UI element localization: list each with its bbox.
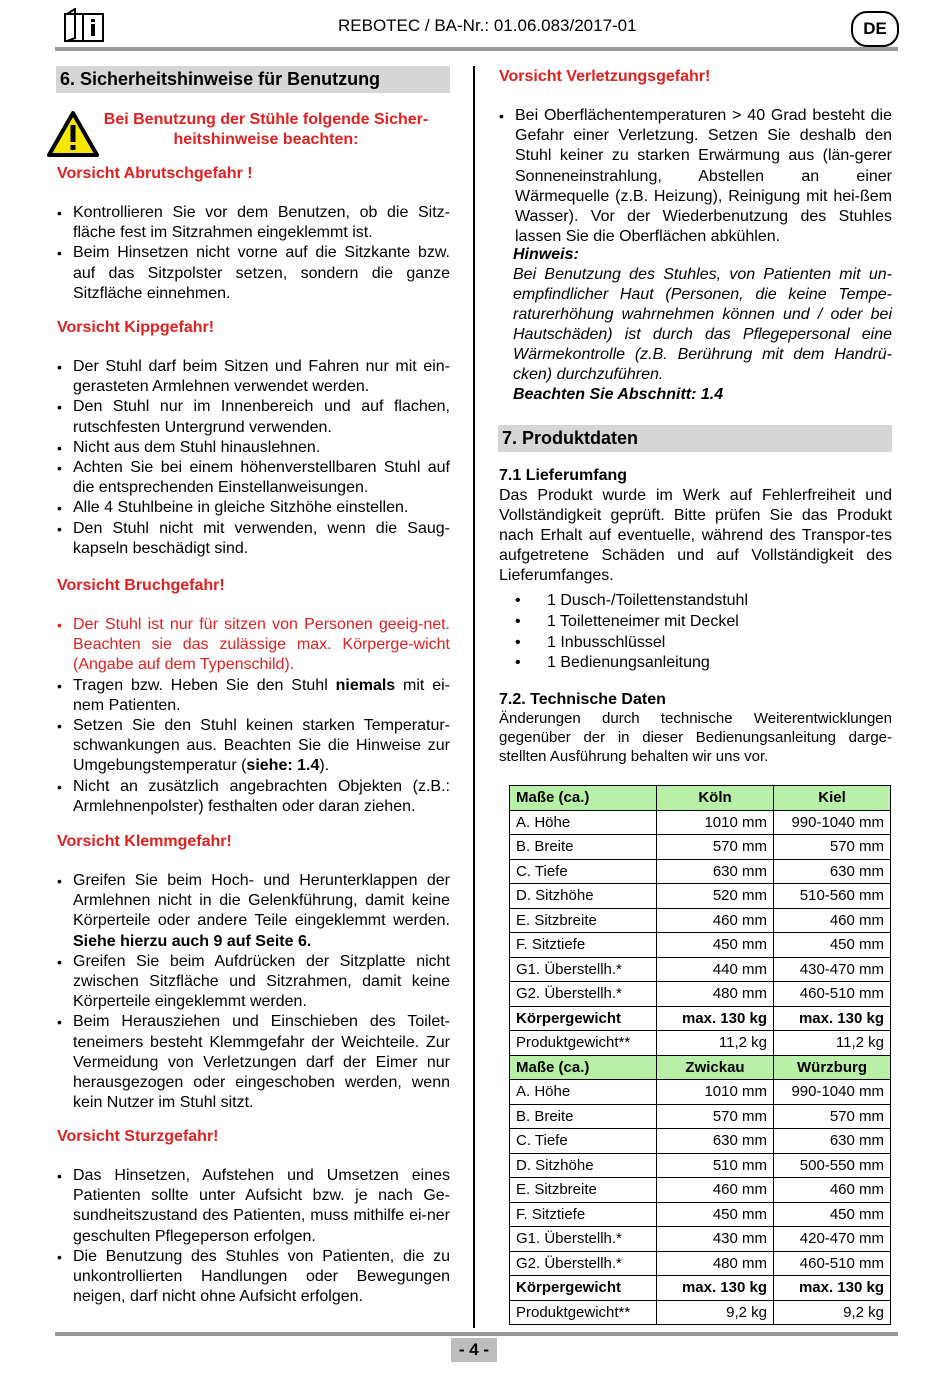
- item-text: 1 Bedienungsanleitung: [547, 654, 710, 672]
- list-item: [515, 633, 875, 654]
- warning-pinch-list: [57, 871, 450, 1113]
- warning-fall-list: [57, 1166, 450, 1307]
- table-cell: 570 mm: [657, 835, 774, 860]
- list-item: • Den Stuhl nicht mit verwenden, wenn die Saug-kapseln beschädigt sind.: [57, 519, 450, 559]
- table-row: [510, 835, 891, 860]
- warning-tip-title: Vorsicht Kippgefahr!: [57, 319, 215, 336]
- list-item: • Achten Sie bei einem höhenverstellbaren Stuhl auf die entsprechenden Einstellanweisungen.: [57, 458, 450, 498]
- table-cell: 460-510 mm: [774, 1251, 891, 1276]
- table-row: [510, 810, 891, 835]
- list-item: [57, 871, 450, 952]
- text-run: mit ei-nem Patienten.: [73, 676, 450, 714]
- warning-slip-title: Vorsicht Abrutschgefahr !: [57, 165, 253, 182]
- table-cell: 630 mm: [774, 859, 891, 884]
- table-cell: 570 mm: [774, 1104, 891, 1129]
- table-cell: 520 mm: [657, 884, 774, 909]
- document-header-title: REBOTEC / BA-Nr.: 01.06.083/2017-01: [338, 16, 637, 35]
- table-row-label: F. Sitztiefe: [510, 1202, 657, 1227]
- table-row-label: G1. Überstellh.*: [510, 1227, 657, 1252]
- table-cell: 990-1040 mm: [774, 1080, 891, 1105]
- table-cell: Köln: [657, 786, 774, 811]
- hint-block: [513, 245, 892, 405]
- table-row-label: C. Tiefe: [510, 1129, 657, 1154]
- table-cell: 1010 mm: [657, 1080, 774, 1105]
- section-6-title: 6. Sicherheitshinweise für Benutzung: [56, 66, 450, 93]
- table-row: [510, 1031, 891, 1056]
- table-cell: 9,2 kg: [774, 1300, 891, 1325]
- table-cell: 460 mm: [657, 908, 774, 933]
- table-cell: 570 mm: [657, 1104, 774, 1129]
- table-row-label: Körpergewicht: [510, 1006, 657, 1031]
- footer-rule: [55, 1332, 898, 1336]
- table-row: [510, 908, 891, 933]
- table-row: [510, 1300, 891, 1325]
- table-cell: 9,2 kg: [657, 1300, 774, 1325]
- table-cell: 630 mm: [774, 1129, 891, 1154]
- table-row: [510, 1276, 891, 1301]
- list-item: • Nicht aus dem Stuhl hinauslehnen.: [57, 438, 450, 458]
- table-row: [510, 1251, 891, 1276]
- table-row: [510, 933, 891, 958]
- table-cell: 480 mm: [657, 982, 774, 1007]
- table-header-row: [510, 1055, 891, 1080]
- table-cell: 11,2 kg: [774, 1031, 891, 1056]
- header-rule: [55, 47, 898, 51]
- table-cell: 11,2 kg: [657, 1031, 774, 1056]
- table-cell: 430-470 mm: [774, 957, 891, 982]
- table-row-label: G2. Überstellh.*: [510, 982, 657, 1007]
- hint-text: Bei Benutzung des Stuhles, von Patienten mit un-empfindlicher Haut (Personen, die keine Tempe-raturerhöhung wahrnehmen können und / oder bei Hautschäden) ist durch das Pflegepersonal eine Wärmekontrolle (z.B. Berührung mit dem Handrü-cken) durchzuführen.: [513, 266, 892, 383]
- table-cell: Zwickau: [657, 1055, 774, 1080]
- warning-fall-title: Vorsicht Sturzgefahr!: [57, 1128, 219, 1145]
- table-row: [510, 1153, 891, 1178]
- warning-break-list: [57, 615, 450, 817]
- table-row-label: Produktgewicht**: [510, 1031, 657, 1056]
- list-item: [515, 591, 875, 612]
- safety-intro: [90, 110, 442, 150]
- table-row: [510, 982, 891, 1007]
- delivery-scope-list: [515, 591, 875, 674]
- list-item: [515, 612, 875, 633]
- warning-tip-list: [57, 357, 450, 559]
- section-reference: Siehe hierzu auch 9 auf Seite 6.: [73, 932, 312, 950]
- table-cell: max. 130 kg: [657, 1276, 774, 1301]
- text-run: Tragen bzw. Heben Sie den Stuhl: [73, 676, 336, 694]
- language-badge: DE: [851, 11, 899, 47]
- table-row: [510, 1006, 891, 1031]
- emphasis: niemals: [335, 676, 396, 694]
- list-item: • Greifen Sie beim Aufdrücken der Sitzplatte nicht zwischen Sitzfläche und Sitzrahmen, damit keine Körperteile eingeklemmt werden.: [57, 952, 450, 1013]
- table-cell: 430 mm: [657, 1227, 774, 1252]
- table-row: [510, 1202, 891, 1227]
- table-cell: max. 130 kg: [774, 1006, 891, 1031]
- table-row-label: G2. Überstellh.*: [510, 1251, 657, 1276]
- list-item: [57, 716, 450, 777]
- table-row-label: B. Breite: [510, 835, 657, 860]
- table-cell: 460 mm: [657, 1178, 774, 1203]
- safety-intro-line-2: heitshinweise beachten:: [173, 131, 359, 148]
- table-cell: 570 mm: [774, 835, 891, 860]
- table-cell: 450 mm: [774, 933, 891, 958]
- table-row-label: E. Sitzbreite: [510, 908, 657, 933]
- bullet: •: [515, 612, 521, 630]
- list-item: [515, 653, 875, 674]
- table-row-label: Maße (ca.): [510, 1055, 657, 1080]
- table-row-label: D. Sitzhöhe: [510, 1153, 657, 1178]
- table-row: [510, 1080, 891, 1105]
- table-cell: 1010 mm: [657, 810, 774, 835]
- table-row-label: B. Breite: [510, 1104, 657, 1129]
- table-row-label: C. Tiefe: [510, 859, 657, 884]
- text-run: ).: [319, 757, 330, 775]
- table-cell: 450 mm: [774, 1202, 891, 1227]
- manual-book-icon: [63, 8, 105, 44]
- hint-reference: Beachten Sie Abschnitt: 1.4: [513, 386, 724, 403]
- table-row-label: G1. Überstellh.*: [510, 957, 657, 982]
- tech-data-table-body: [510, 786, 891, 1325]
- text-run: Greifen Sie beim Hoch- und Herunterklappen der Armlehnen nicht in die Gelenkführung, damit keine Körperteile oder andere Teile eingeklemmt werden.: [73, 872, 450, 930]
- list-item: • Die Benutzung des Stuhles von Patienten, die zu unkontrollierten Handlungen oder Bewegungen neigen, darf nicht ohne Aufsicht erfolgen.: [57, 1247, 450, 1308]
- page-number: - 4 -: [451, 1338, 497, 1362]
- list-item: • Den Stuhl nur im Innenbereich und auf flachen, rutschfesten Untergrund verwenden.: [57, 397, 450, 437]
- table-cell: 510-560 mm: [774, 884, 891, 909]
- table-row: [510, 859, 891, 884]
- table-row-label: D. Sitzhöhe: [510, 884, 657, 909]
- list-item: • Alle 4 Stuhlbeine in gleiche Sitzhöhe einstellen.: [57, 498, 450, 518]
- table-cell: Würzburg: [774, 1055, 891, 1080]
- list-item: [57, 676, 450, 716]
- warning-break-title: Vorsicht Bruchgefahr!: [57, 577, 225, 594]
- list-item: • Nicht an zusätzlich angebrachten Objekten (z.B.: Armlehnenpolster) festhalten oder daran ziehen.: [57, 777, 450, 817]
- table-cell: 630 mm: [657, 859, 774, 884]
- tech-data-table: [509, 785, 891, 1325]
- table-row-label: F. Sitztiefe: [510, 933, 657, 958]
- table-cell: 460 mm: [774, 908, 891, 933]
- list-item: • Der Stuhl darf beim Sitzen und Fahren nur mit ein-gerasteten Armlehnen verwendet werden.: [57, 357, 450, 397]
- hint-title: Hinweis:: [513, 246, 579, 263]
- table-row-label: Maße (ca.): [510, 786, 657, 811]
- table-cell: 440 mm: [657, 957, 774, 982]
- bullet: •: [515, 654, 521, 672]
- table-row: [510, 1227, 891, 1252]
- table-cell: 500-550 mm: [774, 1153, 891, 1178]
- table-cell: 460-510 mm: [774, 982, 891, 1007]
- item-text: 1 Inbusschlüssel: [547, 633, 666, 651]
- table-row-label: Produktgewicht**: [510, 1300, 657, 1325]
- safety-intro-line-1: Bei Benutzung der Stühle folgende Sicher-: [103, 111, 429, 128]
- text-run: Setzen Sie den Stuhl keinen starken Temperatur-schwankungen aus. Beachten Sie die Hinweise zur Umgebungstemperatur (: [73, 717, 450, 775]
- section-reference: siehe: 1.4: [246, 757, 320, 775]
- list-item: • Der Stuhl ist nur für sitzen von Personen geeig-net. Beachten sie das zulässige max. Körperge-wicht (Angabe auf dem Typenschild).: [57, 615, 450, 676]
- table-row: [510, 1178, 891, 1203]
- table-cell: 460 mm: [774, 1178, 891, 1203]
- bullet: •: [515, 592, 521, 609]
- table-row: [510, 1104, 891, 1129]
- list-item: • Kontrollieren Sie vor dem Benutzen, ob die Sitz-fläche fest im Sitzrahmen eingeklemmt ist.: [57, 203, 450, 243]
- warning-injury-title: Vorsicht Verletzungsgefahr!: [499, 68, 711, 85]
- subsection-7-1-title: 7.1 Lieferumfang: [499, 467, 628, 484]
- subsection-7-1-text: Das Produkt wurde im Werk auf Fehlerfreiheit und Vollständigkeit geprüft. Bitte prüfen Sie das Produkt nach Erhalt auf eventuelle, während des Transpor-tes aufgetretene Schäden und auf Vollständigkeit des Lieferumfanges.: [499, 487, 892, 584]
- table-cell: 450 mm: [657, 1202, 774, 1227]
- list-item: • Bei Oberflächentemperaturen > 40 Grad besteht die Gefahr einer Verletzung. Setzen Sie deshalb den Stuhl keiner zu starken Erwärmung aus (län-gerer Sonneneinstrahlung, Abstellen an einer Wärmequelle (z.B. Heizung), Reinigung mit hei-ßem Wasser). Vor der Wiederbenutzung des Stuhles lassen Sie die Oberflächen abkühlen.: [499, 106, 892, 247]
- table-row-label: Körpergewicht: [510, 1276, 657, 1301]
- table-row-label: E. Sitzbreite: [510, 1178, 657, 1203]
- table-cell: 630 mm: [657, 1129, 774, 1154]
- warning-slip-list: [57, 203, 450, 304]
- table-cell: max. 130 kg: [657, 1006, 774, 1031]
- column-divider: [473, 66, 475, 1328]
- table-cell: 420-470 mm: [774, 1227, 891, 1252]
- table-cell: 450 mm: [657, 933, 774, 958]
- table-cell: max. 130 kg: [774, 1276, 891, 1301]
- list-item: • Das Hinsetzen, Aufstehen und Umsetzen eines Patienten sollte unter Aufsicht bzw. je nach Ge-sundheitszustand des Patienten, muss mithilfe ei-ner geschulten Pflegeperson erfolgen.: [57, 1166, 450, 1247]
- warning-injury-list: [499, 106, 892, 247]
- subsection-7-2-title: 7.2. Technische Daten: [499, 691, 666, 708]
- warning-pinch-title: Vorsicht Klemmgefahr!: [57, 833, 232, 850]
- section-7-title: 7. Produktdaten: [498, 425, 892, 452]
- table-cell: Kiel: [774, 786, 891, 811]
- table-header-row: [510, 786, 891, 811]
- item-text: 1 Dusch-/Toilettenstandstuhl: [547, 592, 748, 609]
- table-cell: 990-1040 mm: [774, 810, 891, 835]
- table-row: [510, 1129, 891, 1154]
- table-row: [510, 957, 891, 982]
- table-row: [510, 884, 891, 909]
- table-cell: 480 mm: [657, 1251, 774, 1276]
- list-item: • Beim Herausziehen und Einschieben des Toilet-teneimers besteht Klemmgefahr der Weichteile. Zur Vermeidung von Verletzungen darf der Eimer nur herausgezogen oder eingeschoben werden, wenn kein Nutzer im Stuhl sitzt.: [57, 1012, 450, 1113]
- list-item: • Beim Hinsetzen nicht vorne auf die Sitzkante bzw. auf das Sitzpolster setzen, sondern die ganze Sitzfläche einnehmen.: [57, 243, 450, 304]
- table-row-label: A. Höhe: [510, 1080, 657, 1105]
- bullet: •: [515, 633, 521, 651]
- table-cell: 510 mm: [657, 1153, 774, 1178]
- item-text: 1 Toiletteneimer mit Deckel: [547, 612, 739, 630]
- subsection-7-2-text: Änderungen durch technische Weiterentwicklungen gegenüber der in dieser Bedienungsanleitung darge-stellten Ausführung behalten wir uns vor.: [499, 710, 892, 765]
- table-row-label: A. Höhe: [510, 810, 657, 835]
